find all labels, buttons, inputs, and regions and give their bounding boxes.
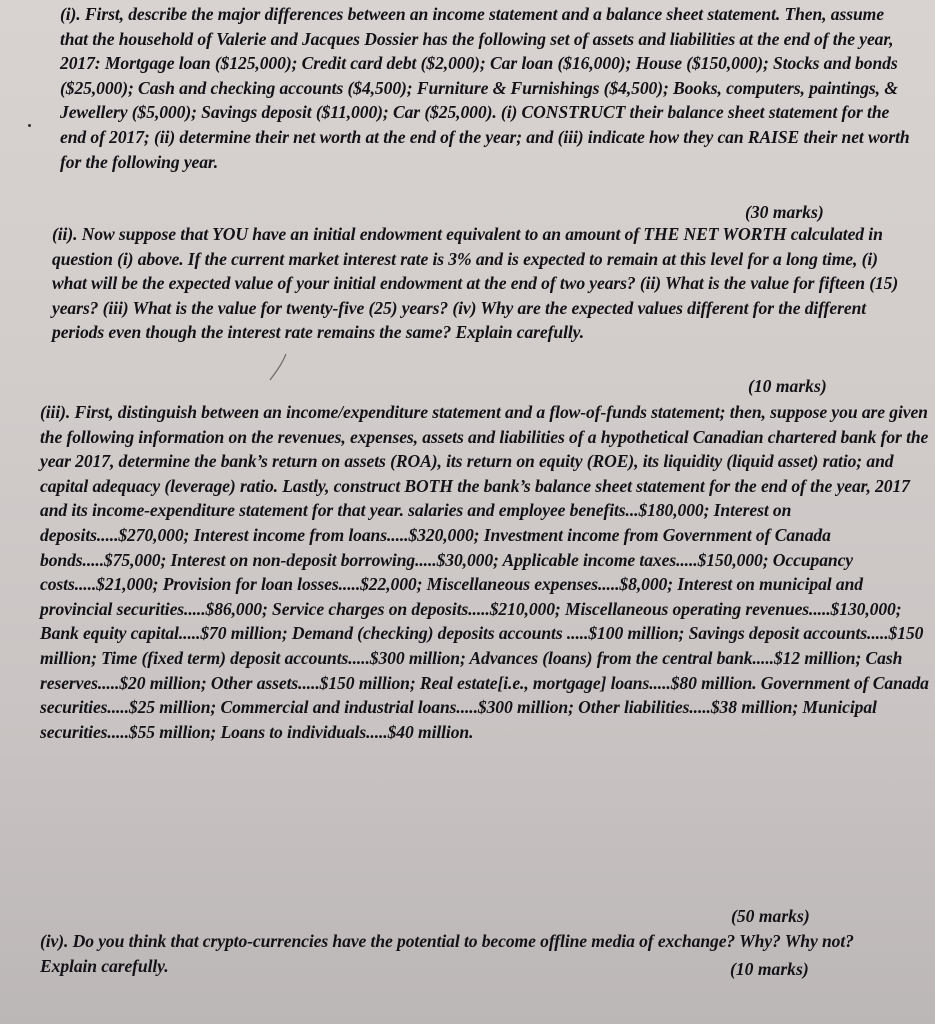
question-4-text: (iv). Do you think that crypto-currencies have the potential to become offline media of exchange? Why? Why not? Explain carefully. bbox=[40, 931, 854, 976]
question-2-marks: (10 marks) bbox=[748, 376, 827, 396]
question-4-marks: (10 marks) bbox=[730, 959, 809, 979]
question-1-text: (i). First, describe the major differences between an income statement and a balance sheet statement. Then, assume that the household of Valerie and Jacques Dossier has the following set of assets and liabilities at the end of the year, 2017: Mortgage loan ($125,000); Credit card debt ($2,000); Car loan ($16,000); House ($150,000); Stocks and bonds ($25,000); Cash and checking accounts ($4,500); Furniture & Furnishings ($4,500); Books, computers, paintings, & Jewellery ($5,000); Savings deposit ($11,000); Car ($25,000). (i) CONSTRUCT their balance sheet statement for the end of 2017; (ii) determine their net worth at the end of the year; and (iii) indicate how they can RAISE their net worth for the following year. bbox=[60, 4, 910, 172]
question-3-marks: (50 marks) bbox=[731, 906, 810, 926]
question-3-text: (iii). First, distinguish between an income/expenditure statement and a flow-of-funds statement; then, suppose you are given the following information on the revenues, expenses, assets and liabilities of a hypothetical Canadian chartered bank for the year 2017, determine the bank’s return on assets (ROA), its return on equity (ROE), its liquidity (liquid asset) ratio; and capital adequacy (leverage) ratio. Lastly, construct BOTH the bank’s balance sheet statement for the end of the year, 2017 and its income-expenditure statement for that year. salaries and employee benefits...$180,000; Interest on deposits.....$270,000; Interest income from loans.....$320,000; Investment income from Government of Canada bonds.....$75,000; Interest on non-deposit borrowing.....$30,000; Applicable income taxes.....$150,000; Occupancy costs.....$21,000; Provision for loan losses.....$22,000; Miscellaneous expenses.....$8,000; Interest on municipal and provincial securities.....$86,000; Service charges on deposits.....$210,000; Miscellaneous operating revenues.....$130,000; Bank equity capital.....$70 million; Demand (checking) deposits accounts .....$100 million; Savings deposit accounts.....$150 million; Time (fixed term) deposit accounts.....$300 million; Advances (loans) from the central bank.....$12 million; Cash reserves.....$20 million; Other assets.....$150 million; Real estate[i.e., mortgage] loans.....$80 million. Government of Canada securities.....$25 million; Commercial and industrial loans.....$300 million; Other liabilities.....$38 million; Municipal securities.....$55 million; Loans to individuals.....$40 million. bbox=[40, 402, 929, 742]
question-1-marks: (30 marks) bbox=[745, 202, 824, 222]
question-2-text: (ii). Now suppose that YOU have an initial endowment equivalent to an amount of THE NET WORTH calculated in question (i) above. If the current market interest rate is 3% and is expected to remain at this level for a long time, (i) what will be the expected value of your initial endowment at the end of two years? (ii) What is the value for fifteen (15) years? (iii) What is the value for twenty-five (25) years? (iv) Why are the expected values different for the different periods even though the interest rate remains the same? Explain carefully. bbox=[52, 224, 899, 343]
pencil-mark-icon bbox=[268, 352, 290, 382]
margin-dot bbox=[28, 124, 31, 127]
